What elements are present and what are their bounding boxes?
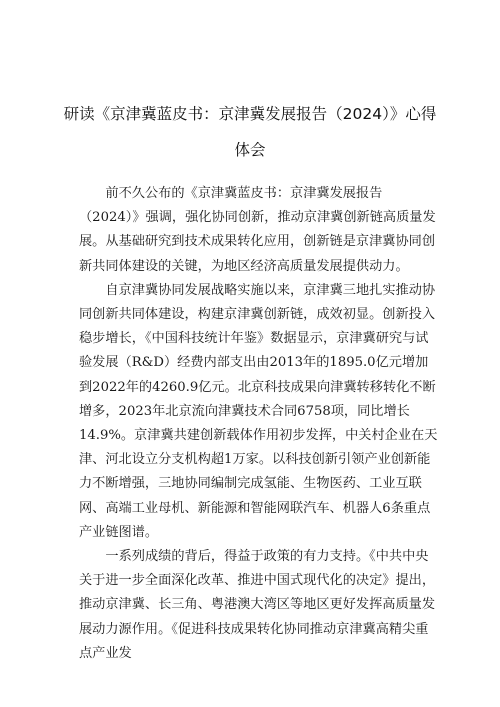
document-title xyxy=(40,96,460,168)
title-line-2: 体会 xyxy=(234,141,266,159)
paragraph-1: 前不久公布的《京津冀蓝皮书：京津冀发展报告（2024）》强调，强化协同创新，推动京津冀创新链高质量发展。从基础研究到技术成果转化应用，创新链是京津冀协同创新共同体建设的关键，为地区经济高质量发展提供动力。 xyxy=(79,186,436,274)
paragraph-3: 一系列成绩的背后，得益于政策的有力支持。《中共中央关于进一步全面深化改革、推进中国式现代化的决定》提出，推动京津冀、长三角、粤港澳大湾区等地区更好发挥高质量发展动力源作用。《促进科技成果转化协同推动京津冀高精尖重点产业发 xyxy=(79,549,436,661)
paragraph-2: 自京津冀协同发展战略实施以来，京津冀三地扎实推动协同创新共同体建设，构建京津冀创新链，成效初显。创新投入稳步增长，《中国科技统计年鉴》数据显示，京津冀研究与试验发展（R&D）经费内部支出由2013年的1895.0亿元增加到2022年的4260.9亿元。北京科技成果向津冀转移转化不断增多，2023年北京流向津冀技术合同6758项，同比增长14.9%。京津冀共建创新载体作用初步发挥，中关村企业在天津、河北设立分支机构超1万家。以科技创新引领产业创新能力不断增强，三地协同编制完成氢能、生物医药、工业互联网、高端工业母机、新能源和智能网联汽车、机器人6条重点产业链图谱。 xyxy=(79,282,438,540)
title-line-1: 研读《京津冀蓝皮书：京津冀发展报告（2024）》心得 xyxy=(63,105,437,123)
document-body xyxy=(79,182,441,666)
